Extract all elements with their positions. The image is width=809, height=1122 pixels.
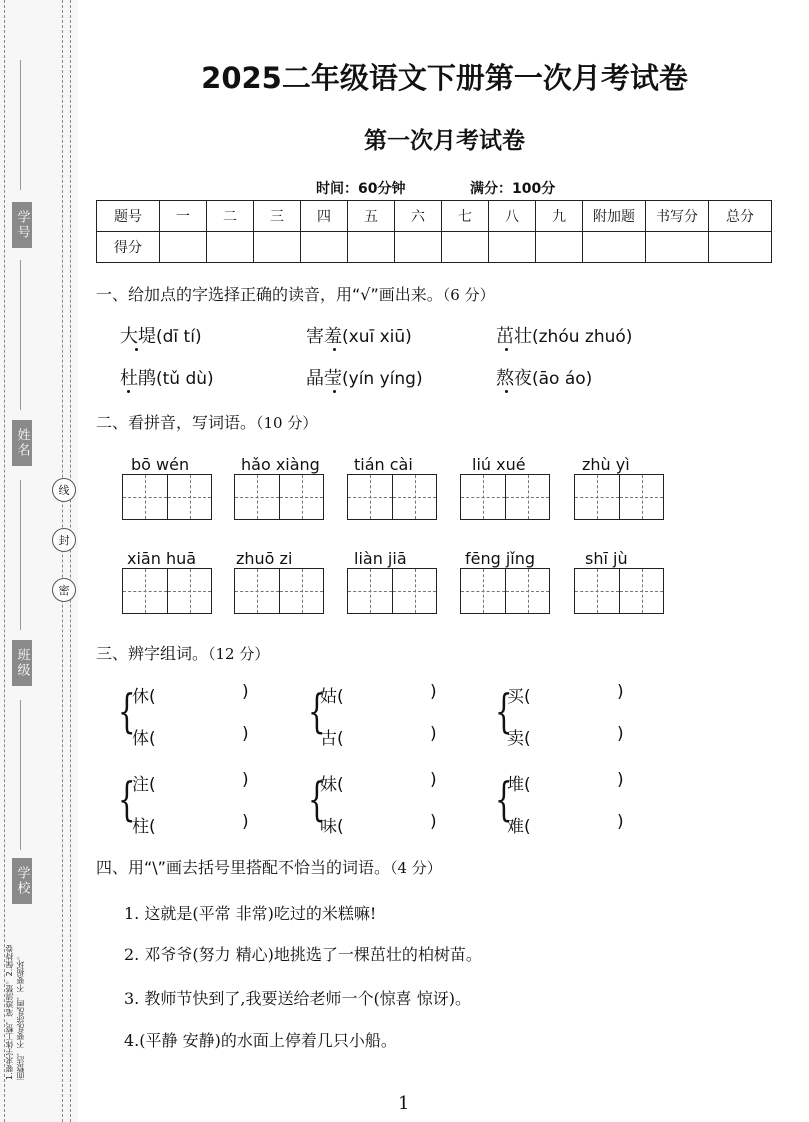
word-close: ) [430,724,437,744]
section-4-title: 四、用“\”画去括号里搭配不恰当的词语。 [96,858,390,877]
word-stem: 堆( [507,775,531,795]
table-header: 题号 [97,201,160,232]
pinyin-prompt: xiān huā [127,549,197,568]
table-header: 七 [442,201,489,232]
section-3-title: 三、辨字组词。 [96,644,209,663]
brace-icon: { [308,772,326,826]
pinyin-prompt: liú xué [472,455,526,474]
brace-icon: { [495,684,513,738]
brace-icon: { [118,772,136,826]
writing-grid[interactable] [122,474,212,520]
word-stem: 休( [132,687,156,707]
section-2-heading [96,410,317,433]
pinyin-item [496,322,632,348]
score-cell[interactable] [489,232,536,263]
section-2-points: （10 分） [256,414,318,432]
word-close: ) [617,724,624,744]
binding-strip [0,0,78,1122]
exam-notice: 1.要求字体工整，笔迹清楚。2.保持卷面整洁，不要乱涂乱画，不要损坏。 [5,944,25,1080]
word-close: ) [617,770,624,790]
table-header: 三 [254,201,301,232]
table-header: 九 [536,201,583,232]
score-cell[interactable] [442,232,489,263]
section-2-title: 二、看拼音，写词语。 [96,413,257,432]
table-header: 总分 [709,201,772,232]
pinyin-item [496,364,592,390]
word-stem: 体( [132,729,156,749]
score-cell[interactable] [254,232,301,263]
page-number: 1 [398,1093,410,1114]
sentence-item[interactable]: 3. 教师节快到了,我要送给老师一个(惊喜 惊讶)。 [124,989,472,1008]
table-header: 四 [301,201,348,232]
score-cell[interactable] [709,232,772,263]
item-options[interactable]: (tǔ dù) [156,369,214,389]
item-options[interactable]: (yín yíng) [342,369,423,389]
section-1-points: （6 分） [442,286,495,304]
pinyin-prompt: hǎo xiàng [241,455,320,474]
writing-grid[interactable] [122,568,212,614]
word-stem: 注( [132,775,156,795]
emphasis-dot [333,390,336,393]
table-header: 附加题 [583,201,646,232]
item-word: 熬夜 [496,368,532,389]
writing-grid[interactable] [347,474,437,520]
emphasis-dot [505,348,508,351]
pinyin-item [306,364,423,390]
score-cell[interactable] [207,232,254,263]
score-table-header-row [97,201,772,232]
writing-grid[interactable] [460,474,550,520]
section-3-points: （12 分） [208,645,270,663]
name-label: 姓名 [12,420,32,466]
pinyin-prompt: shī jù [585,549,628,568]
word-close: ) [617,812,624,832]
pinyin-item [120,364,214,390]
word-close: ) [242,812,249,832]
score-table [96,200,772,263]
sentence-item[interactable]: 2. 邓爷爷(努力 精心)地挑选了一棵茁壮的柏树苗。 [124,945,482,964]
item-word: 晶莹 [306,368,342,389]
page-title: 2025二年级语文下册第一次月考试卷 [201,61,688,95]
student-id-label: 学号 [12,202,32,248]
word-stem: 姑( [320,687,344,707]
pinyin-item [120,322,202,348]
writing-grid[interactable] [347,568,437,614]
word-close: ) [617,682,624,702]
seal-char: 封 [52,528,76,552]
writing-grid[interactable] [234,474,324,520]
item-options[interactable]: (zhóu zhuó) [532,327,633,347]
school-label: 学校 [12,858,32,904]
word-stem: 妹( [320,775,344,795]
word-stem: 卖( [507,729,531,749]
pinyin-prompt: bō wén [131,455,190,474]
item-word: 大堤 [120,326,156,347]
table-header: 书写分 [646,201,709,232]
score-cell[interactable] [395,232,442,263]
word-stem: 古( [320,729,344,749]
score-cell[interactable] [536,232,583,263]
item-options[interactable]: (āo áo) [532,369,593,389]
emphasis-dot [135,348,138,351]
pinyin-prompt: fēng jǐng [465,549,536,568]
score-cell[interactable] [160,232,207,263]
word-close: ) [242,770,249,790]
writing-grid[interactable] [234,568,324,614]
section-4-heading [96,855,442,878]
writing-grid[interactable] [574,474,664,520]
word-stem: 味( [320,817,344,837]
word-close: ) [242,724,249,744]
item-word: 茁壮 [496,326,532,347]
word-close: ) [430,770,437,790]
pinyin-prompt: zhuō zi [236,549,293,568]
emphasis-dot [127,390,130,393]
brace-icon: { [118,684,136,738]
sentence-item[interactable]: 1. 这就是(平常 非常)吃过的米糕嘛! [124,904,377,923]
table-header: 六 [395,201,442,232]
writing-grid[interactable] [574,568,664,614]
section-1-heading [96,282,495,305]
time-limit: 时间：60分钟 [316,181,406,197]
table-header: 五 [348,201,395,232]
section-4-points: （4 分） [389,859,442,877]
page-subtitle: 第一次月考试卷 [364,128,525,154]
item-word: 杜鹃 [120,368,156,389]
pinyin-prompt: tián cài [354,455,413,474]
score-cell[interactable] [301,232,348,263]
full-score: 满分：100分 [470,181,556,197]
item-word: 害羞 [306,326,342,347]
score-cell[interactable] [583,232,646,263]
sentence-item[interactable]: 4.(平静 安静)的水面上停着几只小船。 [124,1031,397,1050]
word-stem: 买( [507,687,531,707]
section-3-heading [96,641,269,664]
score-cell[interactable] [348,232,395,263]
emphasis-dot [333,348,336,351]
seal-char: 线 [52,478,76,502]
word-close: ) [430,682,437,702]
word-stem: 难( [507,817,531,837]
writing-grid[interactable] [460,568,550,614]
score-table-row [97,232,772,263]
item-options[interactable]: (dī tí) [156,327,202,347]
score-cell[interactable] [646,232,709,263]
emphasis-dot [505,390,508,393]
table-header: 一 [160,201,207,232]
class-label: 班级 [12,640,32,686]
seal-char: 密 [52,578,76,602]
word-close: ) [242,682,249,702]
word-stem: 柱( [132,817,156,837]
pinyin-prompt: liàn jiā [354,549,407,568]
table-row-label: 得分 [97,232,160,263]
brace-icon: { [495,772,513,826]
brace-icon: { [308,684,326,738]
word-close: ) [430,812,437,832]
pinyin-item [306,322,412,348]
item-options[interactable]: (xuī xiū) [342,327,412,347]
pinyin-prompt: zhù yì [582,455,630,474]
table-header: 八 [489,201,536,232]
table-header: 二 [207,201,254,232]
section-1-title: 一、给加点的字选择正确的读音，用“√”画出来。 [96,285,443,304]
